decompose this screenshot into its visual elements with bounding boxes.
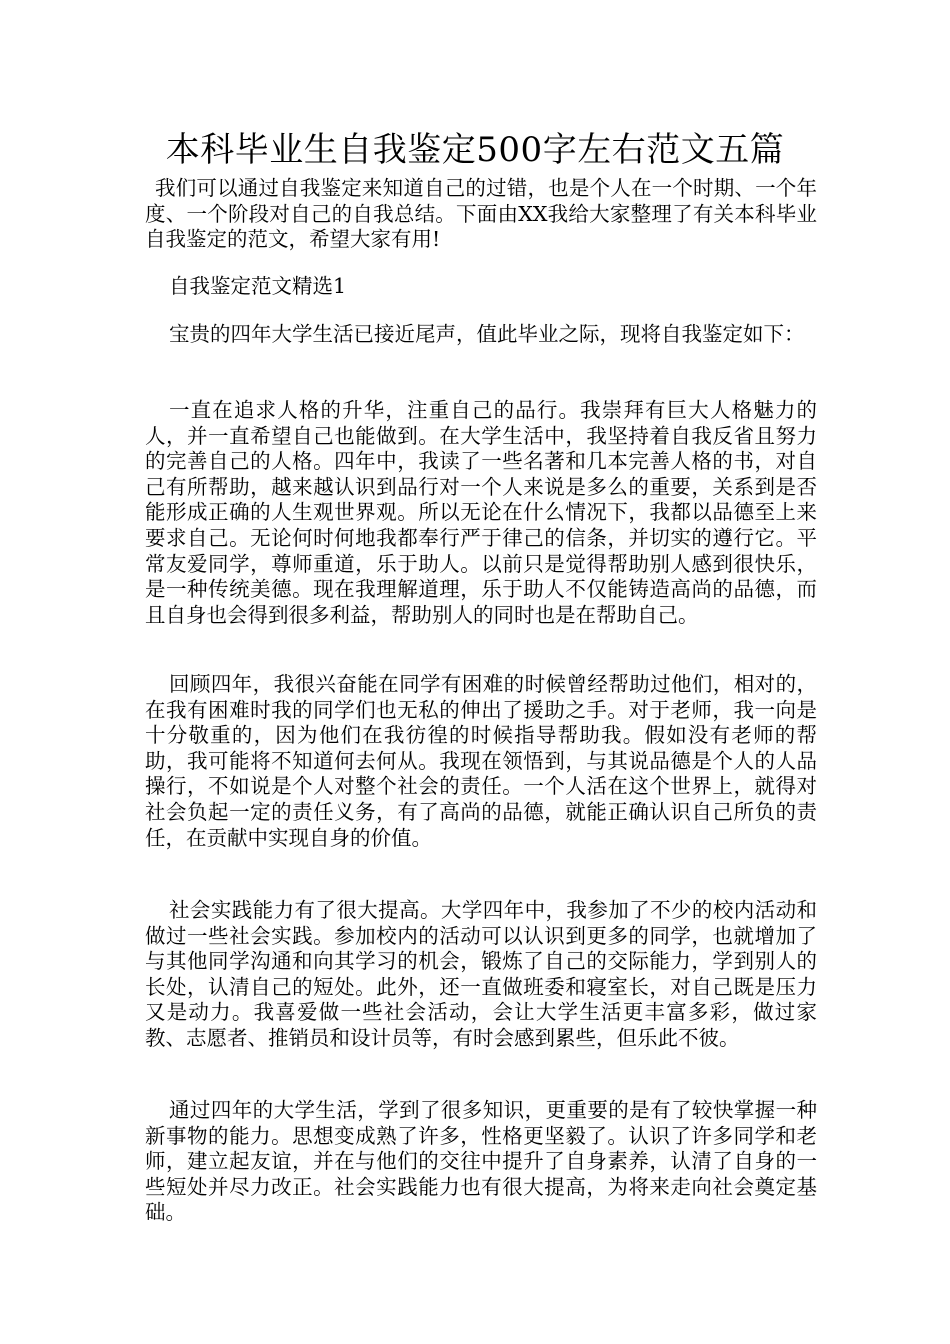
paragraph-practice: 社会实践能力有了很大提高。大学四年中，我参加了不少的校内活动和做过一些社会实践。参加校内的活动可以认识到更多的同学，也就增加了与其他同学沟通和向其学习的机会，锻炼了自己的交际能力，学到别人的长处，认清自己的短处。此外，还一直做班委和寝室长，对自己既是压力又是动力。我喜爱做一些社会活动，会让大学生活更丰富多彩，做过家教、志愿者、推销员和设计员等，有时会感到累些，但乐此不彼。: [145, 898, 817, 1050]
document-title: 本科毕业生自我鉴定500字左右范文五篇: [165, 130, 785, 170]
paragraph-review: 回顾四年，我很兴奋能在同学有困难的时候曾经帮助过他们，相对的，在我有困难时我的同学们也无私的伸出了援助之手。对于老师，我一向是十分敬重的，因为他们在我彷徨的时候指导帮助我。假如没有老师的帮助，我可能将不知道何去何从。我现在领悟到，与其说品德是个人的人品操行，不如说是个人对整个社会的责任。一个人活在这个世界上，就得对社会负起一定的责任义务，有了高尚的品德，就能正确认识自己所负的责任，在贡献中实现自身的价值。: [145, 672, 817, 850]
intro-paragraph: 我们可以通过自我鉴定来知道自己的过错，也是个人在一个时期、一个年度、一个阶段对自己的自我总结。下面由XX我给大家整理了有关本科毕业自我鉴定的范文，希望大家有用!: [145, 176, 817, 252]
paragraph-summary: 通过四年的大学生活，学到了很多知识，更重要的是有了较快掌握一种新事物的能力。思想变成熟了许多，性格更坚毅了。认识了许多同学和老师，建立起友谊，并在与他们的交往中提升了自身素养，认清了自身的一些短处并尽力改正。社会实践能力也有很大提高，为将来走向社会奠定基础。: [145, 1098, 817, 1225]
paragraph-opening: 宝贵的四年大学生活已接近尾声，值此毕业之际，现将自我鉴定如下：: [169, 322, 805, 346]
paragraph-character: 一直在追求人格的升华，注重自己的品行。我崇拜有巨大人格魅力的人，并一直希望自己也能做到。在大学生活中，我坚持着自我反省且努力的完善自己的人格。四年中，我读了一些名著和几本完善人格的书，对自己有所帮助，越来越认识到品行对一个人来说是多么的重要，关系到是否能形成正确的人生观世界观。所以无论在什么情况下，我都以品德至上来要求自己。无论何时何地我都奉行严于律己的信条，并切实的遵行它。平常友爱同学，尊师重道，乐于助人。以前只是觉得帮助别人感到很快乐，是一种传统美德。现在我理解道理，乐于助人不仅能铸造高尚的品德，而且自身也会得到很多利益，帮助别人的同时也是在帮助自己。: [145, 398, 817, 627]
section-heading: 自我鉴定范文精选1: [169, 274, 347, 298]
